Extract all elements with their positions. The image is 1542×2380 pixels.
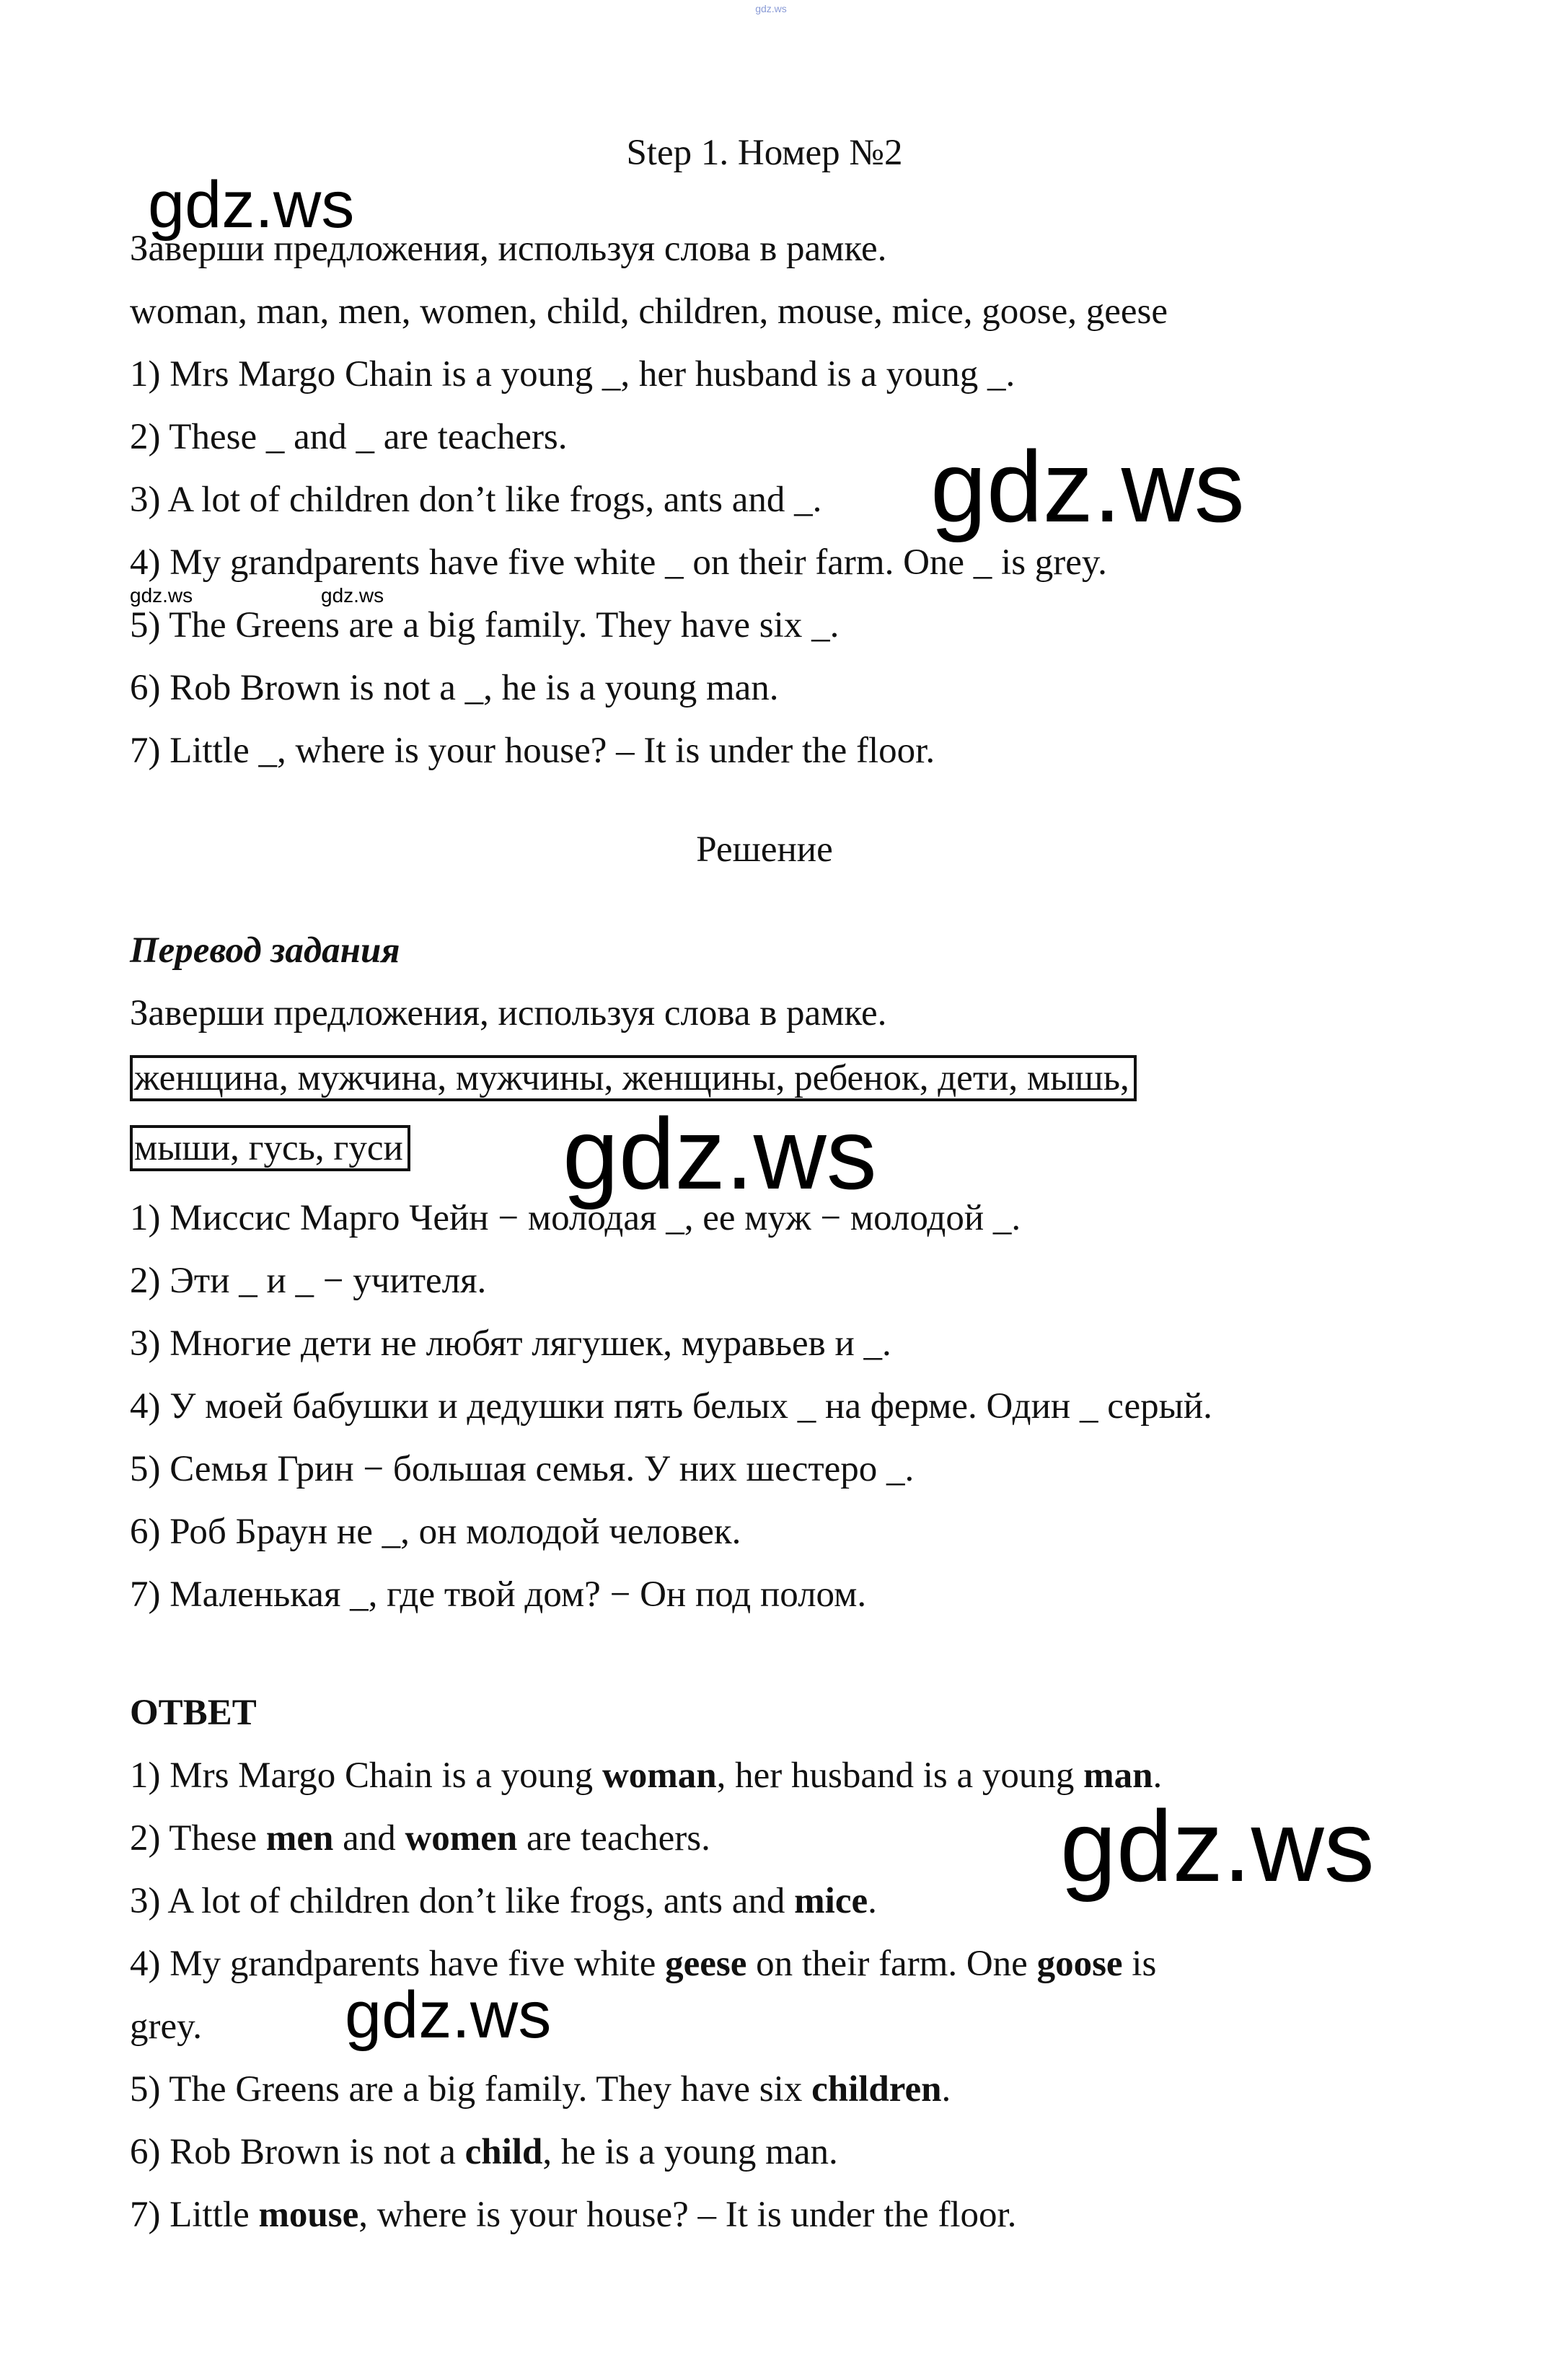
answer-item-4: 4) My grandparents have five white geese on their farm. One goose is <box>130 1944 1157 1984</box>
watermark-1: gdz.ws <box>148 168 355 242</box>
watermark-5: gdz.ws <box>345 1978 552 2052</box>
task-instruction: Заверши предложения, используя слова в рамке. <box>130 229 887 269</box>
task-item-3: 3) A lot of children don’t like frogs, ants and _. <box>130 480 822 520</box>
word-box-1: женщина, мужчина, мужчины, женщины, ребенок, дети, мышь, <box>130 1055 1137 1101</box>
task-word-list: woman, man, men, women, child, children, mouse, mice, goose, geese <box>130 291 1168 332</box>
translation-item-4: 4) У моей бабушки и дедушки пять белых _ на ферме. Один _ серый. <box>130 1386 1212 1427</box>
translation-word-box-line-2 <box>130 1127 410 1170</box>
word-box-2: мыши, гусь, гуси <box>130 1125 410 1171</box>
translation-heading: Перевод задания <box>130 930 400 971</box>
solution-heading: Решение <box>696 829 833 870</box>
watermark-small-2: gdz.ws <box>321 584 384 607</box>
translation-item-2: 2) Эти _ и _ − учителя. <box>130 1261 487 1301</box>
watermark-small-1: gdz.ws <box>130 584 193 607</box>
answer-item-3: 3) A lot of children don’t like frogs, ants and mice. <box>130 1881 877 1921</box>
watermark-3: gdz.ws <box>563 1097 877 1210</box>
translation-item-7: 7) Маленькая _, где твой дом? − Он под полом. <box>130 1574 867 1615</box>
task-item-1: 1) Mrs Margo Chain is a young _, her husband is a young _. <box>130 354 1015 395</box>
translation-item-1: 1) Миссис Марго Чейн − молодая _, ее муж − молодой _. <box>130 1198 1021 1238</box>
page-title: Step 1. Номер №2 <box>626 133 903 173</box>
translation-item-3: 3) Многие дети не любят лягушек, муравьев и _. <box>130 1323 891 1364</box>
task-item-2: 2) These _ and _ are teachers. <box>130 417 568 457</box>
answer-item-5: 5) The Greens are a big family. They have six children. <box>130 2069 951 2110</box>
translation-item-5: 5) Семья Грин − большая семья. У них шестеро _. <box>130 1449 915 1489</box>
task-item-4: 4) My grandparents have five white _ on their farm. One _ is grey. <box>130 542 1107 583</box>
task-item-6: 6) Rob Brown is not a _, he is a young man. <box>130 668 779 708</box>
answer-item-7: 7) Little mouse, where is your house? – It is under the floor. <box>130 2195 1017 2235</box>
task-item-5: 5) The Greens are a big family. They have six _. <box>130 605 840 645</box>
answer-item-1: 1) Mrs Margo Chain is a young woman, her husband is a young man. <box>130 1755 1163 1796</box>
answer-item-4-continued: grey. <box>130 2006 203 2047</box>
watermark-4: gdz.ws <box>1060 1789 1375 1903</box>
watermark-2: gdz.ws <box>930 430 1245 543</box>
top-watermark: gdz.ws <box>755 3 787 14</box>
translation-item-6: 6) Роб Браун не _, он молодой человек. <box>130 1512 741 1552</box>
task-item-7: 7) Little _, where is your house? – It is under the floor. <box>130 731 935 771</box>
translation-instruction: Заверши предложения, используя слова в рамке. <box>130 993 887 1033</box>
answer-item-6: 6) Rob Brown is not a child, he is a young man. <box>130 2132 838 2172</box>
translation-word-box-line-1 <box>130 1057 1137 1100</box>
answer-item-2: 2) These men and women are teachers. <box>130 1818 710 1859</box>
answer-heading: ОТВЕТ <box>130 1693 257 1733</box>
